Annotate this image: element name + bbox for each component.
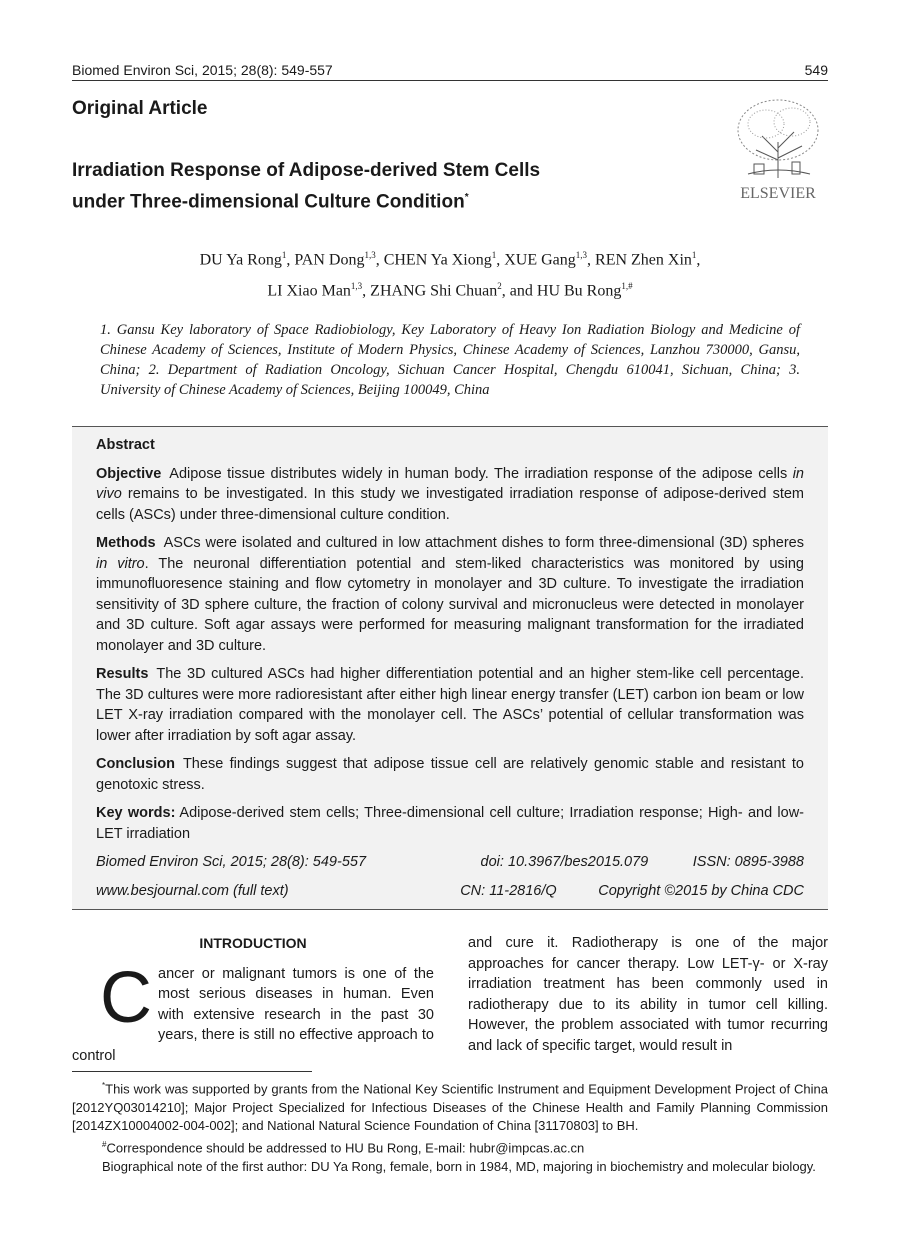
title-line-2 xyxy=(72,184,632,215)
author-name: XUE Gang xyxy=(504,251,576,269)
abstract-results xyxy=(96,664,804,746)
author-affiliation-mark: 1,# xyxy=(621,281,633,292)
author-name: ZHANG Shi Chuan xyxy=(370,282,498,300)
author-separator: , xyxy=(375,251,384,269)
copyright: Copyright ©2015 by China CDC xyxy=(598,882,804,899)
author-name: REN Zhen Xin xyxy=(595,251,692,269)
author-separator: , xyxy=(286,251,295,269)
abstract-citation: Biomed Environ Sci, 2015; 28(8): 549-557 xyxy=(96,854,367,870)
author-separator: , and xyxy=(501,282,537,300)
elsevier-logo-text: ELSEVIER xyxy=(740,185,816,202)
footnote-correspondence xyxy=(72,1136,828,1158)
author-separator: , xyxy=(696,251,701,269)
author-affiliation-mark: 1,3 xyxy=(350,281,363,292)
objective-label: Objective xyxy=(96,465,162,482)
abstract-methods xyxy=(96,533,804,656)
author-affiliation-mark: 1 xyxy=(491,250,497,260)
running-header-citation: Biomed Environ Sci, 2015; 28(8): 549-557 xyxy=(72,62,333,78)
correspondence-text: Correspondence should be addressed to HU Bu Rong, E-mail: hubr@impcas.ac.cn xyxy=(106,1140,585,1156)
methods-text-a: ASCs were isolated and cultured in low attachment dishes to form three-dimensional (3D) spheres xyxy=(163,535,804,551)
author-affiliation-mark: 1 xyxy=(281,250,287,260)
author-name: HU Bu Rong xyxy=(536,282,622,300)
header-rule xyxy=(72,80,828,81)
affiliations: 1. Gansu Key laboratory of Space Radiobiology, Key Laboratory of Heavy Ion Radiation Biology and Medicine of Chinese Academy of Sciences, Institute of Modern Physics, Chinese Academy of Sciences, Lanzhou 730000, Gansu, China; 2. Department of Radiation Oncology, Sichuan Cancer Hospital, Chengdu 610041, Sichuan, China; 3. University of Chinese Academy of Sciences, Beijing 100049, China xyxy=(100,322,800,398)
conclusion-label: Conclusion xyxy=(96,756,175,772)
website: www.besjournal.com (full text) xyxy=(96,882,289,899)
abstract-objective xyxy=(96,464,804,526)
results-label: Results xyxy=(96,666,149,682)
results-text: The 3D cultured ASCs had higher differentiation potential and an higher stem-like cell percentage. The 3D cultures were more radioresistant after either high linear energy transfer (LET) carbon ion beam or low LET X-ray irradiation compared with the monolayer cell. The ASCs’ potential of cellular transformation was lower after irradiation by soft agar assay. xyxy=(96,666,804,744)
body-column-2: and cure it. Radiotherapy is one of the major approaches for cancer therapy. Low LET-γ- or X-ray irradiation treatment has been commonly used in radiotherapy due to its ability in tumor cell killing. However, the problem associated with tumor recurring and lack of specific target, would result in xyxy=(468,935,828,1054)
footnote-rule xyxy=(72,1071,312,1072)
title-line-2-text: under Three-dimensional Culture Condition xyxy=(72,191,465,213)
author-affiliation-mark: 1,3 xyxy=(575,250,588,260)
footnotes xyxy=(72,1077,828,1176)
author-affiliation-mark: 1,3 xyxy=(364,250,376,260)
objective-emphasis: in vivo xyxy=(96,465,804,502)
keywords xyxy=(96,803,804,844)
objective-text-b: remains to be investigated. In this study we investigated irradiation response of adipose-derived stem cells (ASCs) under three-dimensional culture condition. xyxy=(96,486,804,523)
introduction-heading: INTRODUCTION xyxy=(199,935,307,951)
title-footnote-mark: * xyxy=(464,192,469,203)
website-row xyxy=(96,881,804,902)
methods-text-b: . The neuronal differentiation potential and stem-liked characteristics was monitored by using immunofluoresence staining and flow cytometry in monolayer and 3D culture. To investigate the irradiation sensitivity of 3D sphere culture, the fraction of colony survival and micronucleus were detected in monolayer and 3D culture. Soft agar assays were performed for measuring malignant transformation for the irradiated monolayer and 3D culture. xyxy=(96,555,804,654)
abstract-heading: Abstract xyxy=(96,437,155,453)
author-affiliation-mark: 1 xyxy=(691,250,697,260)
drop-cap: C xyxy=(100,957,152,1038)
author-separator: , xyxy=(587,251,596,269)
funding-text: This work was supported by grants from the National Key Scientific Instrument and Equipment Development Project of China [2012YQ03014210]; Major Project Specialized for Infectious Diseases of the Chinese Health and Family Planning Commission [2014ZX10004002-004-002]; and National Natural Science Foundation of China [31170803] to BH. xyxy=(72,1081,828,1134)
article-title xyxy=(72,157,632,215)
author-separator: , xyxy=(362,282,371,300)
methods-emphasis: in vitro xyxy=(96,555,145,572)
author-line-2 xyxy=(72,273,828,304)
author-name: PAN Dong xyxy=(294,251,365,269)
footnote-funding xyxy=(72,1077,828,1136)
methods-label: Methods xyxy=(96,535,156,551)
conclusion-text: These findings suggest that adipose tissue cell are relatively genomic stable and resistant to genotoxic stress. xyxy=(96,756,804,793)
correspondence-mark: # xyxy=(102,1139,107,1149)
column-1-text: ancer or malignant tumors is one of the most serious diseases in human. Even with extensive research in the past 30 years, there is still no effective approach to control xyxy=(72,965,434,1064)
author-name: LI Xiao Man xyxy=(267,282,351,300)
funding-mark: * xyxy=(102,1081,106,1090)
keywords-text: Adipose-derived stem cells; Three-dimensional cell culture; Irradiation response; High- and low-LET irradiation xyxy=(96,805,804,842)
footnote-biography: Biographical note of the first author: DU Ya Rong, female, born in 1984, MD, majoring in biochemistry and molecular biology. xyxy=(102,1158,816,1174)
objective-text-a: Adipose tissue distributes widely in human body. The irradiation response of the adipose cells xyxy=(169,465,793,482)
abstract-box xyxy=(72,426,828,910)
title-line-1: Irradiation Response of Adipose-derived Stem Cells xyxy=(72,160,541,181)
abstract-conclusion xyxy=(96,754,804,795)
author-list xyxy=(72,242,828,305)
author-affiliation-mark: 2 xyxy=(497,281,502,292)
citation-row xyxy=(96,852,804,873)
author-name: DU Ya Rong xyxy=(199,251,282,269)
cn-number: CN: 11-2816/Q xyxy=(460,882,557,899)
author-separator: , xyxy=(496,251,505,269)
author-line-1 xyxy=(72,242,828,273)
author-name: CHEN Ya Xiong xyxy=(383,251,492,269)
elsevier-logo xyxy=(726,92,830,204)
keywords-label: Key words: xyxy=(96,805,176,821)
article-type: Original Article xyxy=(72,98,208,119)
body-column-1 xyxy=(72,933,434,1066)
page-number: 549 xyxy=(804,62,828,78)
doi: doi: 10.3967/bes2015.079 xyxy=(480,854,649,870)
issn: ISSN: 0895-3988 xyxy=(692,854,804,870)
